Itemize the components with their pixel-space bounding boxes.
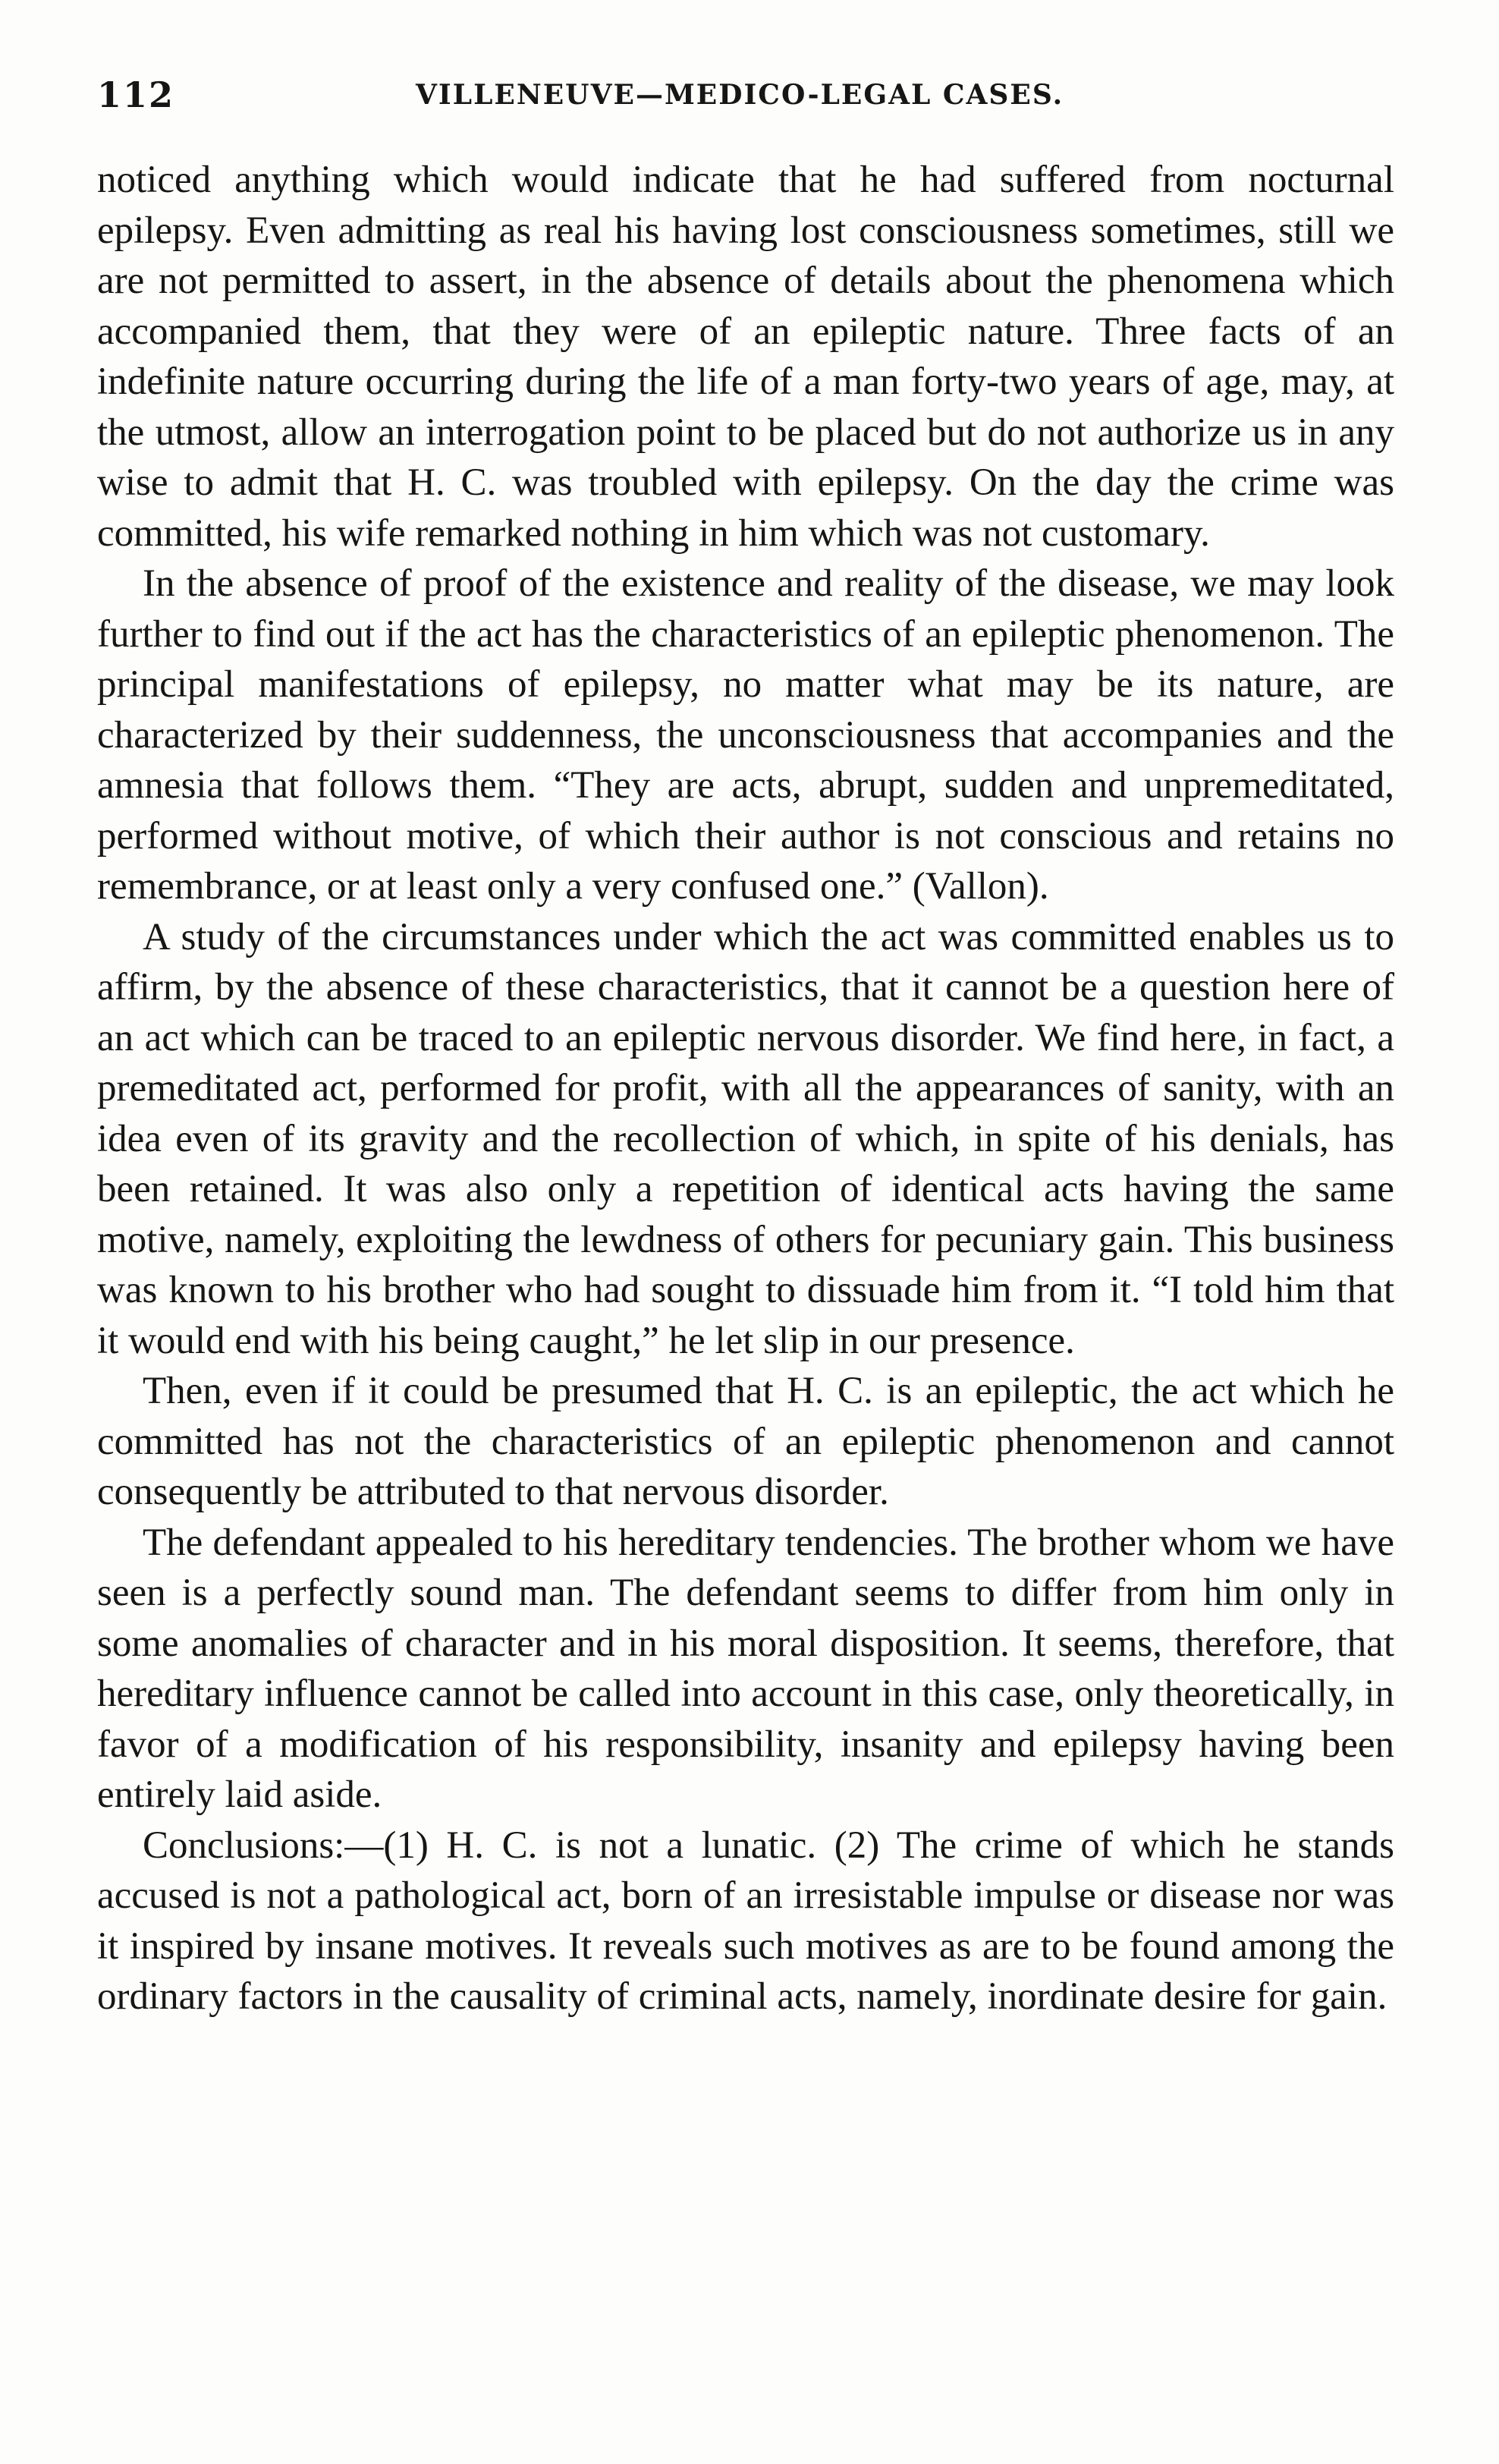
paragraph-study-of-circumstances: A study of the circumstances under which the act was committed enables us to affirm, by the absence of these characteristics, that it cannot be a question here of an act which can be traced to an epileptic nervous disorder. We find here, in fact, a premeditated act, performed for profit, with all the appearances of sanity, with an idea even of its gravity and the recollection of which, in spite of his denials, has been retained. It was also only a repetition of identical acts having the same motive, namely, exploiting the lewdness of others for pecuniary gain. This business was known to his brother who had sought to dissuade him from it. “I told him that it would end with his being caught,” he let slip in our presence.	[97, 915, 1394, 1362]
running-title: VILLENEUVE—MEDICO-LEGAL CASES.	[416, 79, 1064, 111]
paragraph-absence-of-proof: In the absence of proof of the existence and reality of the disease, we may look further to find out if the act has the characteristics of an epileptic phenomenon. The principal manifestations of epilepsy, no matter what may be its nature, are characterized by their suddenness, the unconsciousness that accompanies and the amnesia that follows them. “They are acts, abrupt, sudden and unpremeditated, performed without motive, of which their author is not conscious and retains no remembrance, or at least only a very confused one.” (Vallon).	[97, 562, 1394, 908]
body-text	[97, 155, 1394, 2022]
running-head	[97, 74, 1394, 120]
paragraph-then-even-if: Then, even if it could be presumed that H. C. is an epileptic, the act which he committed has not the characteristics of an epileptic phenomenon and cannot consequently be attributed to that nervous disorder.	[97, 1370, 1394, 1513]
paragraph-conclusions: Conclusions:—(1) H. C. is not a lunatic. (2) The crime of which he stands accused is not a pathological act, born of an irresistable impulse or disease nor was it inspired by insane motives. It reveals such motives as are to be found among the ordinary factors in the causality of criminal acts, namely, inordinate desire for gain.	[97, 1824, 1394, 2018]
paragraph-continuation: noticed anything which would indicate that he had suffered from nocturnal epilepsy. Even admitting as real his having lost consciousness sometimes, still we are not permitted to assert, in the absence of details about the phenomena which accompanied them, that they were of an epileptic nature. Three facts of an indefinite nature occurring during the life of a man forty-two years of age, may, at the utmost, allow an interrogation point to be placed but do not authorize us in any wise to admit that H. C. was troubled with epilepsy. On the day the crime was committed, his wife remarked nothing in him which was not customary.	[97, 159, 1394, 555]
page-number: 112	[97, 74, 175, 115]
paragraph-hereditary-tendencies: The defendant appealed to his hereditary tendencies. The brother whom we have seen is a perfectly sound man. The defendant seems to differ from him only in some anomalies of character and in his moral disposition. It seems, therefore, that hereditary influence cannot be called into account in this case, only theoretically, in favor of a modification of his responsibility, insanity and epilepsy having been entirely laid aside.	[97, 1521, 1394, 1816]
